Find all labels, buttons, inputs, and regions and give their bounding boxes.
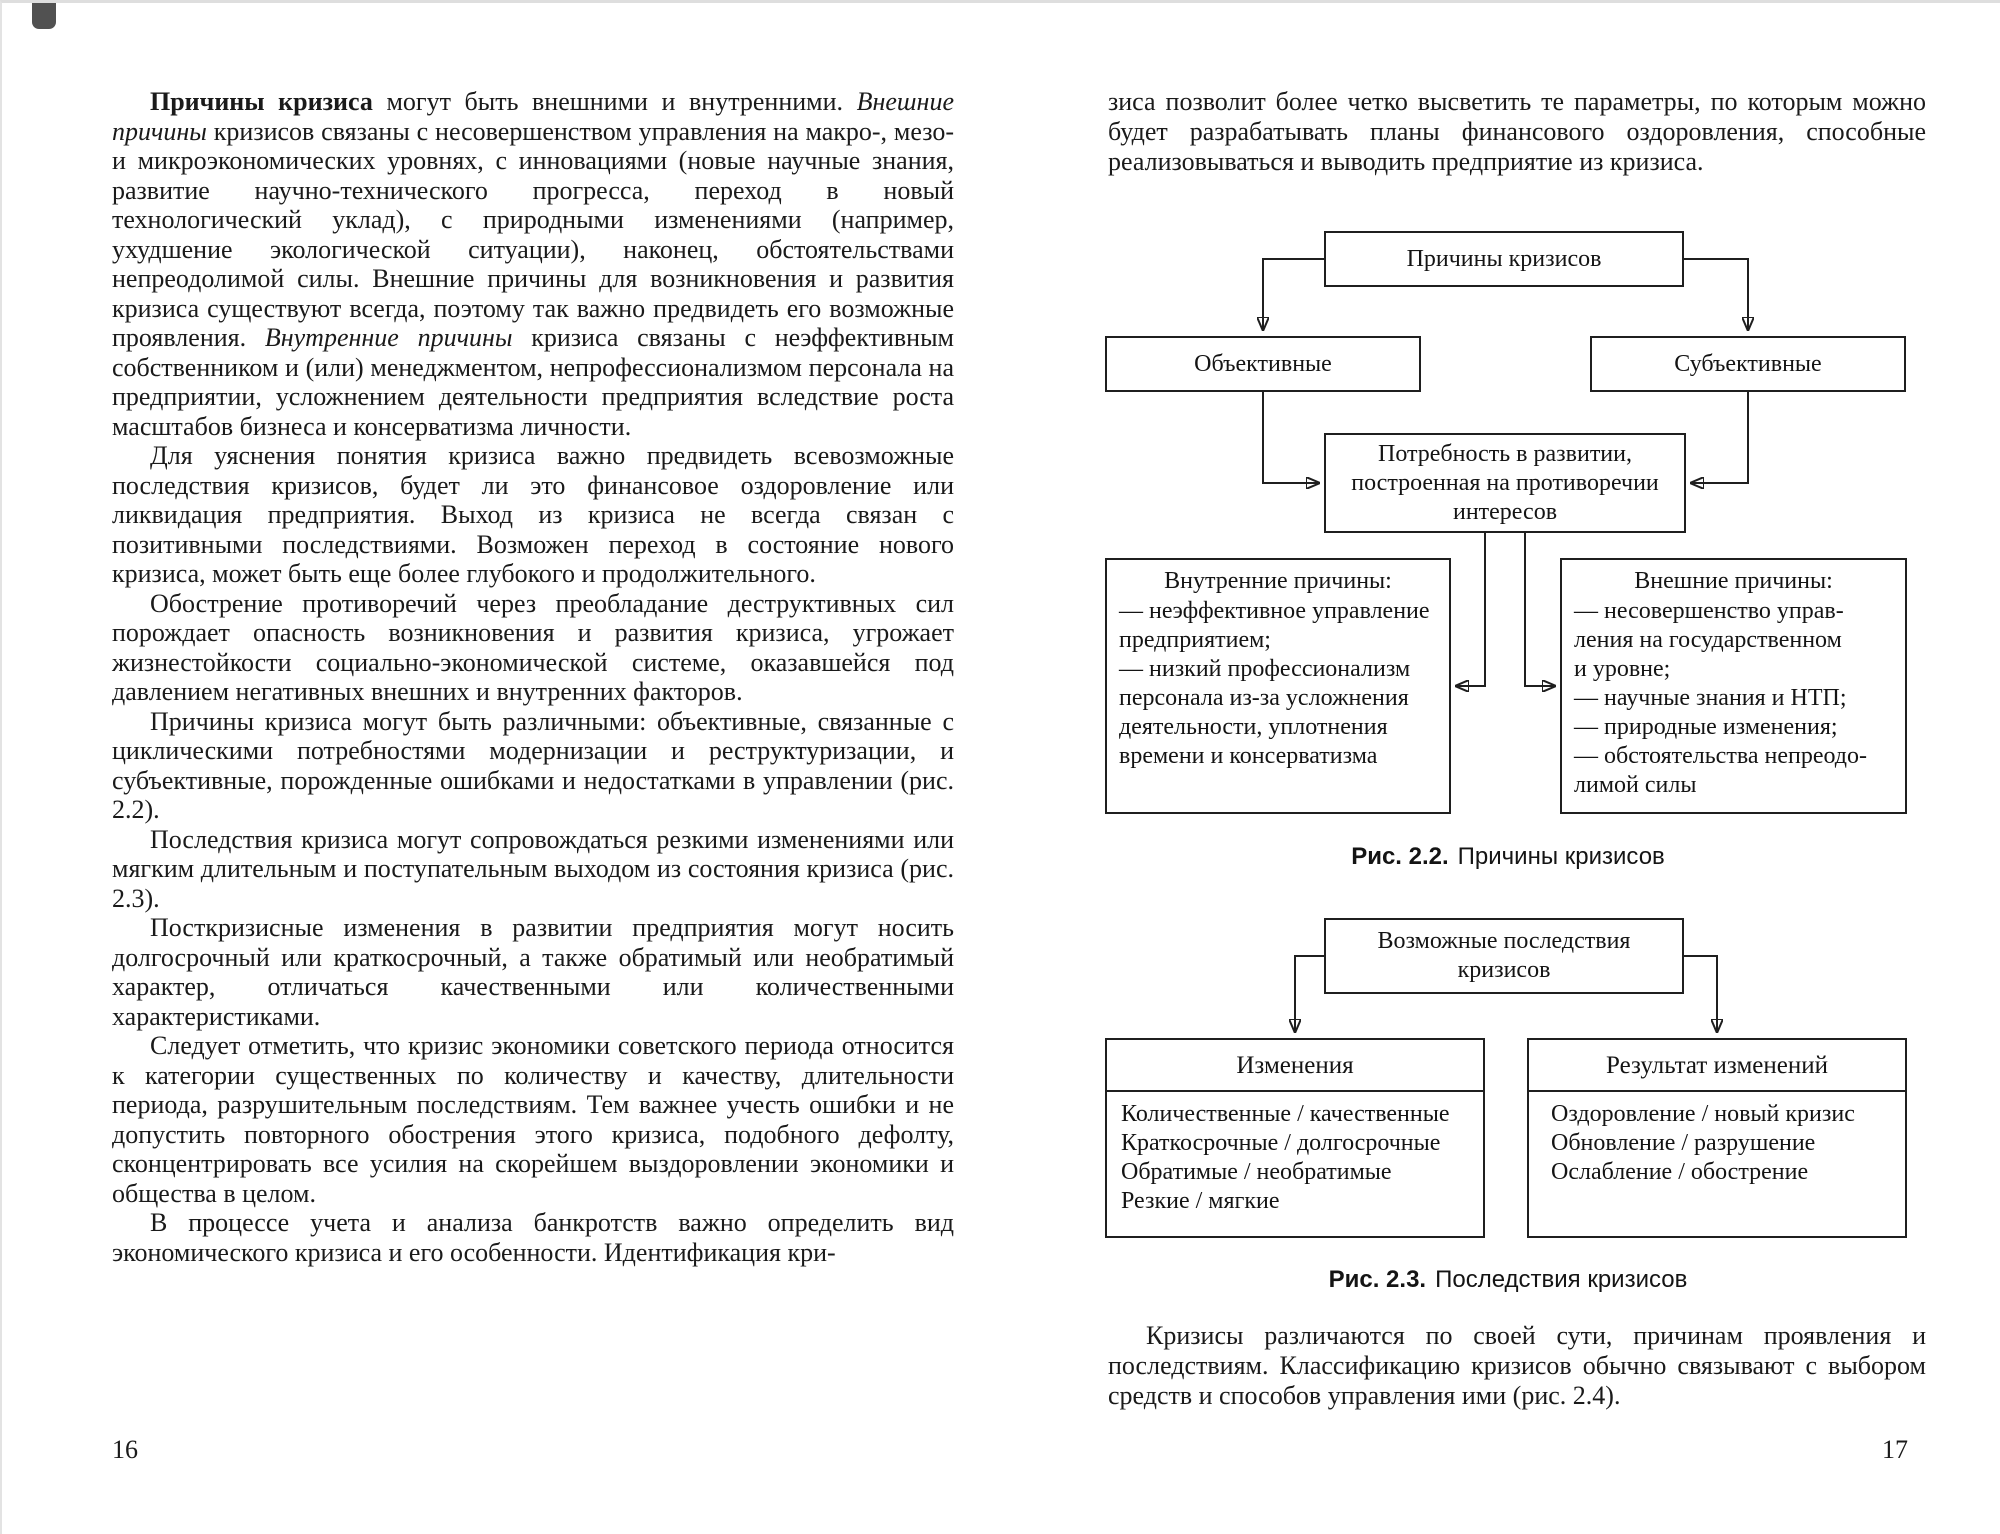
paragraph (112, 589, 954, 707)
paragraph (112, 1208, 954, 1267)
paragraph (112, 87, 954, 441)
fig22-external-causes-title: Внешние причины: (1634, 568, 1833, 594)
text-segment: Причины кризиса (150, 87, 373, 116)
text-segment: Посткризисные изменения в развитии предприятия могут носить долгосрочный или краткосрочный, а также обратимый или необратимый характер, отличаться качественными или количественными характеристиками. (112, 913, 954, 1031)
fig22-internal-causes-list (1119, 597, 1437, 771)
box-line: Оздоровление / новый кризис (1551, 1101, 1855, 1127)
box-line: времени и консерватизма (1119, 743, 1378, 769)
page-number-left: 16 (112, 1435, 138, 1464)
text-segment: Внутренние причины (264, 323, 513, 352)
box-line: — низкий профессионализм (1119, 656, 1411, 682)
scan-artifact (32, 3, 56, 29)
box-line: Ослабление / обострение (1551, 1159, 1809, 1185)
box-line: Количественные / качественные (1121, 1101, 1450, 1127)
box-line: — природные изменения; (1574, 714, 1838, 740)
text-segment: кризиса связаны с неэффективным собственником и (или) менеджментом, непрофессионализмом персонала на предприятии, усложнением деятельности предприятия вследствие роста масштабов бизнеса и консерватизма личности. (112, 323, 954, 441)
fig23-changes-list (1107, 1092, 1483, 1222)
text-segment: Для уяснения понятия кризиса важно предвидеть всевозможные последствия кризисов, будет ли это финансовое оздоровление или ликвидация предприятия. Выход из кризиса не всегда связан с позитивными последствиями. Возможен переход в состояние нового кризиса, может быть еще более глубокого и продолжительного. (112, 441, 954, 588)
text-segment: В процессе учета и анализа банкротств важно определить вид экономического кризиса и его особенности. Идентификация кри- (112, 1208, 954, 1267)
fig23-changes-box (1105, 1038, 1485, 1238)
box-line: лимой силы (1574, 772, 1697, 798)
box-line: деятельности, уплотнения (1119, 714, 1388, 740)
fig23-results-header: Результат изменений (1529, 1040, 1905, 1092)
text-segment: Последствия кризиса могут сопровождаться резкими изменениями или мягким длительным и поступательным выходом из состояния кризиса (рис. 2.3). (112, 824, 954, 913)
paragraph (112, 441, 954, 589)
text-segment: могут быть внешними и внутренними. (372, 87, 857, 116)
fig22-internal-causes-title: Внутренние причины: (1164, 568, 1392, 594)
box-line: Обратимые / необратимые (1121, 1159, 1392, 1185)
box-line: предприятием; (1119, 627, 1271, 653)
fig22-subjective-box (1590, 336, 1906, 392)
text-segment: Следует отметить, что кризис экономики советского периода относится к категории существенных по количеству и качеству, длительности периода, разрушительным последствиям. Тем важнее учесть ошибки и не допустить повторного обострения этого кризиса, подобного дефолту, сконцентрировать все усилия на скорейшем выздоровлении экономики и общества в целом. (112, 1031, 954, 1208)
fig23-caption-label: Рис. 2.3. (1328, 1266, 1427, 1293)
box-line: Резкие / мягкие (1121, 1188, 1280, 1214)
text-segment: Обострение противоречий через преобладание деструктивных сил порождает опасность возникновения и развития кризиса, угрожает жизнестойкости социально-экономической системе, оказавшейся под давлением негативных внешних и внутренних факторов. (112, 588, 954, 706)
left-page-text-column (112, 87, 954, 1267)
box-line: — обстоятельства непреодо- (1574, 743, 1867, 769)
fig23-results-list (1529, 1092, 1905, 1193)
paragraph (112, 825, 954, 914)
text-segment: Внешние причины (112, 87, 954, 146)
fig22-caption-label: Рис. 2.2. (1351, 843, 1449, 870)
box-line: — неэффективное управление (1119, 598, 1430, 624)
outro-paragraph: Кризисы различаются по своей сути, причинам проявления и последствиям. Классификацию кризисов обычно связывают с выбором средств и способов управления ими (рис. 2.4). (1108, 1321, 1926, 1410)
fig22-caption-text: Причины кризисов (1457, 843, 1665, 870)
fig23-consequences-box (1324, 918, 1684, 994)
box-line: Обновление / разрушение (1551, 1130, 1816, 1156)
text-segment: Причины кризиса могут быть различными: объективные, связанные с циклическими потребностями модернизации и реструктуризации, и субъективные, порожденные ошибками и недостатками в управлении (рис. 2.2). (112, 706, 954, 824)
box-line: — научные знания и НТП; (1574, 685, 1847, 711)
box-line: Потребность в развитии, (1377, 440, 1632, 467)
box-line: — несовершенство управ- (1574, 598, 1844, 624)
text-segment: кризисов связаны с несовершенством управления на макро-, мезо- и микроэкономических уровнях, с инновациями (новые научные знания, развитие научно-технического прогресса, переход в новый технологический уклад), с природными изменениями (например, ухудшение экологической ситуации), наконец, обстоятельствами непреодолимой силы. Внешние причины для возникновения и развития кризиса существуют всегда, поэтому так важно предвидеть его возможные проявления. (112, 116, 954, 352)
fig22-external-causes-box (1560, 558, 1907, 814)
fig22-internal-causes-box (1105, 558, 1451, 814)
box-line: персонала из-за усложнения (1119, 685, 1409, 711)
fig22-causes-box (1324, 231, 1684, 287)
fig23-results-box (1527, 1038, 1907, 1238)
fig22-external-causes-list (1574, 597, 1893, 800)
paragraph (112, 1031, 954, 1208)
paragraph (112, 707, 954, 825)
box-line: Краткосрочные / долгосрочные (1121, 1130, 1441, 1156)
box-line: интересов (1452, 498, 1558, 525)
fig23-caption-text: Последствия кризисов (1435, 1266, 1688, 1293)
fig23-changes-header: Изменения (1107, 1040, 1483, 1092)
box-line: построенная на противоречии (1351, 469, 1659, 496)
fig22-objective-label: Объективные (1194, 350, 1332, 377)
box-line: и уровне; (1574, 656, 1671, 682)
fig22-objective-box (1105, 336, 1421, 392)
box-line: кризисов (1457, 957, 1551, 983)
paragraph (112, 913, 954, 1031)
page-number-right: 17 (1882, 1435, 1908, 1464)
fig22-need-box (1324, 433, 1686, 533)
fig23-caption (1102, 1266, 1914, 1294)
fig22-causes-label: Причины кризисов (1406, 245, 1602, 272)
fig22-subjective-label: Субъективные (1674, 350, 1822, 377)
box-line: ления на государственном (1574, 627, 1842, 653)
fig22-caption (1102, 843, 1914, 871)
intro-paragraph: зиса позволит более четко высветить те параметры, по которым можно будет разрабатывать планы финансового оздоровления, способные реализовываться и выводить предприятие из кризиса. (1108, 87, 1926, 176)
box-line: Возможные последствия (1377, 928, 1631, 954)
